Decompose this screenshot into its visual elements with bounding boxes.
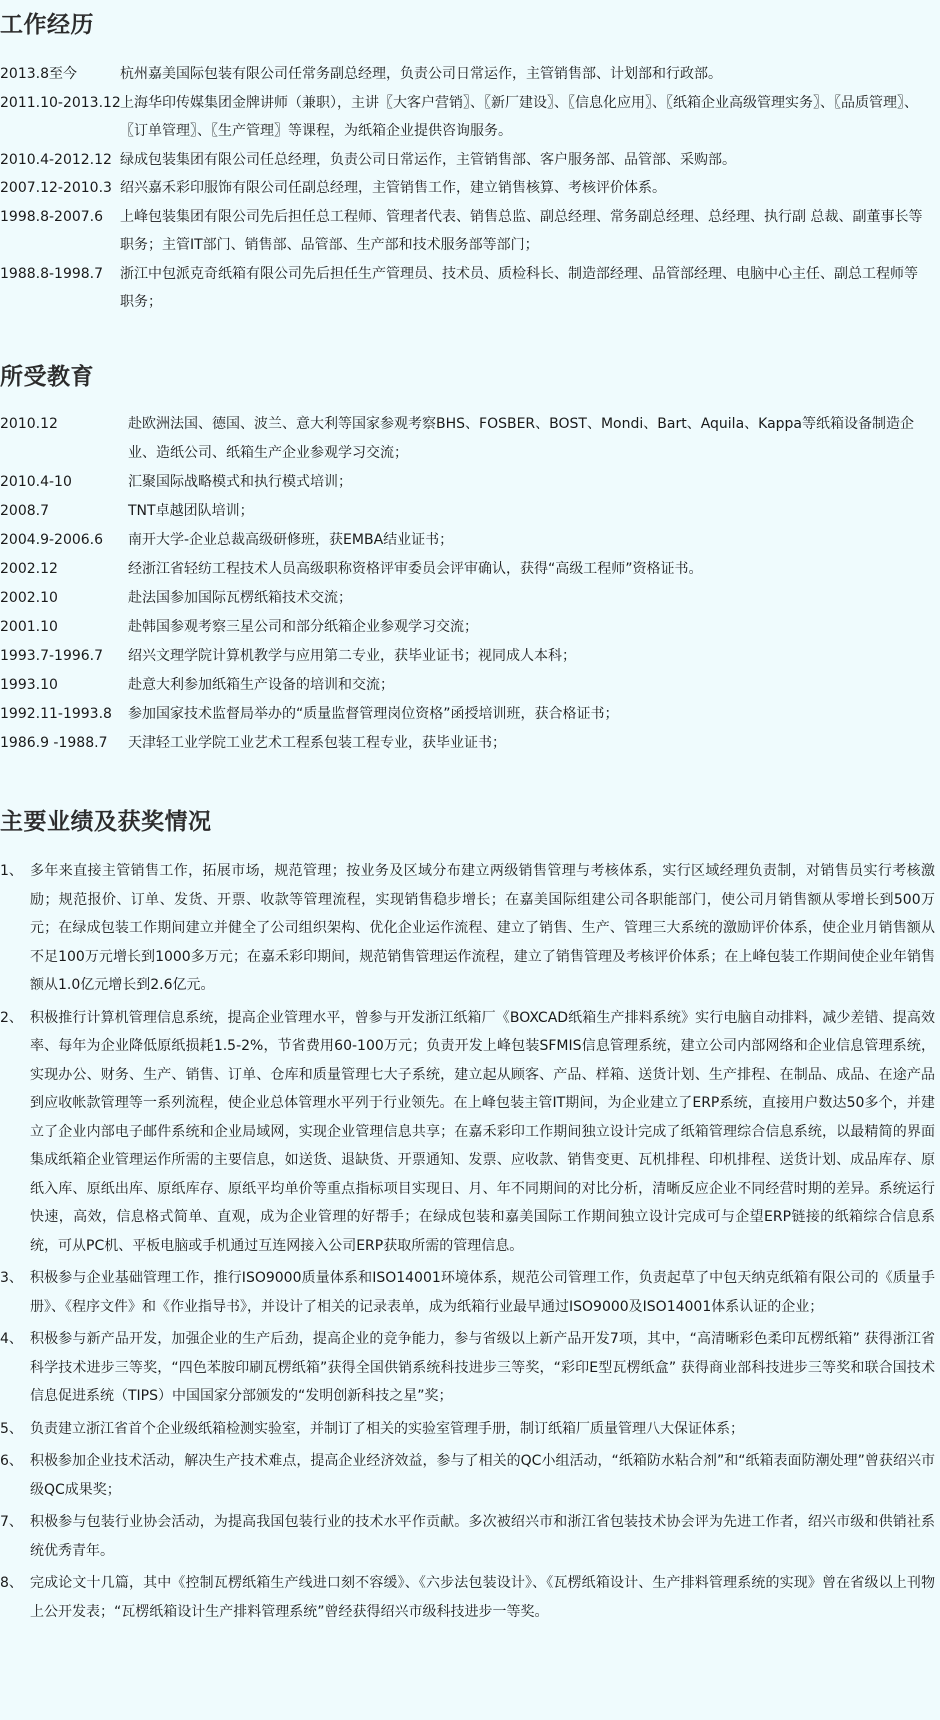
work-description: 上峰包装集团有限公司先后担任总工程师、管理者代表、销售总监、副总经理、常务副总经理、总经理、执行副 总裁、副董事长等职务；主管IT部门、销售部、品管部、生产部和技术服务部等部门； bbox=[120, 208, 923, 253]
work-description: 上海华印传媒集团金牌讲师（兼职），主讲〖大客户营销〗、〖新厂建设〗、〖信息化应用〗、〖纸箱企业高级管理实务〗、〖品质管理〗、〖订单管理〗、〖生产管理〗等课程，为纸箱企业提供咨询服务。 bbox=[120, 94, 918, 139]
education-date: 2001.10 bbox=[0, 619, 58, 635]
achievement-item bbox=[0, 1325, 935, 1411]
education-date: 2004.9-2006.6 bbox=[0, 532, 104, 548]
achievement-item bbox=[0, 857, 935, 1000]
work-history-title: 工作经历 bbox=[0, 12, 94, 38]
achievement-item bbox=[0, 1264, 935, 1321]
achievement-text: 积极参与新产品开发，加强企业的生产后劲，提高企业的竞争能力，参与省级以上新产品开发7项，其中，“高清晰彩色柔印瓦楞纸箱” 获得浙江省科学技术进步三等奖，“四色苯胺印刷瓦楞纸箱”获得全国供销系统科技进步三等奖，“彩印E型瓦楞纸盒” 获得商业部科技进步三等奖和联合国技术信息促进系统（TIPS）中国国家分部颁发的“发明创新科技之星”奖； bbox=[30, 1331, 935, 1404]
achievement-item bbox=[0, 1569, 935, 1626]
education-list bbox=[0, 410, 930, 758]
work-description: 绿成包装集团有限公司任总经理，负责公司日常运作，主管销售部、客户服务部、品管部、采购部。 bbox=[120, 151, 736, 168]
achievement-number: 8、 bbox=[0, 1575, 23, 1591]
work-description: 绍兴嘉禾彩印服饰有限公司任副总经理，主管销售工作，建立销售核算、考核评价体系。 bbox=[120, 180, 666, 196]
work-description: 杭州嘉美国际包装有限公司任常务副总经理，负责公司日常运作，主管销售部、计划部和行政部。 bbox=[120, 66, 722, 82]
education-description: 绍兴文理学院计算机教学与应用第二专业，获毕业证书；视同成人本科； bbox=[128, 648, 576, 664]
achievement-number: 4、 bbox=[0, 1331, 23, 1347]
education-description: 赴意大利参加纸箱生产设备的培训和交流； bbox=[128, 677, 394, 693]
work-entry bbox=[0, 60, 930, 89]
education-description: 经浙江省轻纺工程技术人员高级职称资格评审委员会评审确认，获得“高级工程师”资格证书。 bbox=[128, 561, 703, 577]
education-date: 2010.4-10 bbox=[0, 474, 72, 490]
education-entry bbox=[0, 555, 930, 584]
education-date: 2002.10 bbox=[0, 590, 58, 606]
work-entry bbox=[0, 203, 930, 260]
education-entry bbox=[0, 671, 930, 700]
education-description: TNT卓越团队培训； bbox=[128, 503, 254, 519]
achievement-text: 积极参与包装行业协会活动，为提高我国包装行业的技术水平作贡献。多次被绍兴市和浙江省包装技术协会评为先进工作者，绍兴市级和供销社系统优秀青年。 bbox=[30, 1514, 935, 1559]
education-entry bbox=[0, 497, 930, 526]
education-entry bbox=[0, 410, 930, 468]
achievement-item bbox=[0, 1447, 935, 1504]
education-date: 1993.7-1996.7 bbox=[0, 648, 104, 664]
education-date: 1993.10 bbox=[0, 677, 58, 693]
education-entry bbox=[0, 613, 930, 642]
education-description: 赴韩国参观考察三星公司和部分纸箱企业参观学习交流； bbox=[128, 619, 478, 635]
achievement-text: 积极推行计算机管理信息系统，提高企业管理水平，曾参与开发浙江纸箱厂《BOXCAD纸箱生产排料系统》实行电脑自动排料，减少差错、提高效率、每年为企业降低原纸损耗1.5-2%，节省费用60-100万元；负责开发上峰包装SFMIS信息管理系统，建立公司内部网络和企业信息管理系统，实现办公、财务、生产、销售、订单、仓库和质量管理七大子系统，建立起从顾客、产品、样箱、送货计划、生产排程、在制品、成品、在途产品到应收帐款管理等一系列流程，使企业总体管理水平列于行业领先。在上峰包装主管IT期间，为企业建立了ERP系统，直接用户数达50多个，并建立了企业内部电子邮件系统和企业局域网，实现企业管理信息共享；在嘉禾彩印工作期间独立设计完成了纸箱管理综合信息系统，以最精简的界面集成纸箱企业管理运作所需的主要信息，如送货、退缺货、开票通知、发票、应收款、销售变更、瓦机排程、印机排程、送货计划、成品库存、原纸入库、原纸出库、原纸库存、原纸平均单价等重点指标项目实现日、月、年不同期间的对比分析，清晰反应企业不同经营时期的差异。系统运行快速，高效，信息格式简单、直观，成为企业管理的好帮手；在绿成包装和嘉美国际工作期间独立设计完成可与企望ERP链接的纸箱综合信息系统，可从PC机、平板电脑或手机通过互连网接入公司ERP获取所需的管理信息。 bbox=[30, 1009, 935, 1254]
achievement-number: 3、 bbox=[0, 1270, 23, 1286]
work-date: 2007.12-2010.3 bbox=[0, 180, 112, 196]
work-date: 2013.8至今 bbox=[0, 66, 77, 82]
achievement-number: 5、 bbox=[0, 1420, 23, 1437]
achievement-text: 积极参加企业技术活动，解决生产技术难点，提高企业经济效益，参与了相关的QC小组活动，“纸箱防水粘合剂”和“纸箱表面防潮处理”曾获绍兴市级QC成果奖； bbox=[30, 1453, 935, 1498]
work-entry bbox=[0, 260, 930, 317]
education-description: 赴法国参加国际瓦楞纸箱技术交流； bbox=[128, 590, 352, 606]
education-description: 天津轻工业学院工业艺术工程系包装工程专业，获毕业证书； bbox=[128, 735, 506, 751]
achievement-number: 6、 bbox=[0, 1453, 23, 1469]
achievement-number: 7、 bbox=[0, 1514, 23, 1530]
education-date: 1986.9 -1988.7 bbox=[0, 735, 108, 751]
work-date: 2011.10-2013.12 bbox=[0, 94, 121, 111]
education-entry bbox=[0, 729, 930, 758]
work-date: 1998.8-2007.6 bbox=[0, 208, 104, 225]
education-date: 2008.7 bbox=[0, 503, 49, 519]
achievement-item bbox=[0, 1508, 935, 1565]
education-entry bbox=[0, 526, 930, 555]
work-history-list bbox=[0, 60, 930, 317]
education-entry bbox=[0, 700, 930, 729]
education-date: 1992.11-1993.8 bbox=[0, 706, 112, 722]
work-description: 浙江中包派克奇纸箱有限公司先后担任生产管理员、技术员、质检科长、制造部经理、品管部经理、电脑中心主任、副总工程师等职务； bbox=[120, 265, 918, 310]
achievement-item bbox=[0, 1004, 935, 1261]
achievements-title: 主要业绩及获奖情况 bbox=[0, 809, 212, 835]
education-title: 所受教育 bbox=[0, 364, 94, 390]
achievement-number: 2、 bbox=[0, 1009, 23, 1026]
education-description: 参加国家技术监督局举办的“质量监督管理岗位资格”函授培训班，获合格证书； bbox=[128, 706, 619, 722]
education-date: 2010.12 bbox=[0, 416, 58, 432]
education-description: 汇聚国际战略模式和执行模式培训； bbox=[128, 474, 352, 490]
work-entry bbox=[0, 89, 930, 146]
achievement-text: 多年来直接主管销售工作，拓展市场，规范管理；按业务及区域分布建立两级销售管理与考核体系，实行区域经理负责制，对销售员实行考核激励；规范报价、订单、发货、开票、收款等管理流程，实现销售稳步增长；在嘉美国际组建公司各职能部门，使公司月销售额从零增长到500万元；在绿成包装工作期间建立并健全了公司组织架构、优化企业运作流程、建立了销售、生产、管理三大系统的激励评价体系，使企业月销售额从不足100万元增长到1000多万元；在嘉禾彩印期间，规范销售管理运作流程，建立了销售管理及考核评价体系；在上峰包装工作期间使企业年销售额从1.0亿元增长到2.6亿元。 bbox=[30, 863, 935, 993]
education-description: 赴欧洲法国、德国、波兰、意大利等国家参观考察BHS、FOSBER、BOST、Mondi、Bart、Aquila、Kappa等纸箱设备制造企业、造纸公司、纸箱生产企业参观学习交流； bbox=[128, 416, 915, 461]
achievement-text: 完成论文十几篇，其中《控制瓦楞纸箱生产线进口刻不容缓》、《六步法包装设计》、《瓦楞纸箱设计、生产排料管理系统的实现》曾在省级以上刊物上公开发表；“瓦楞纸箱设计生产排料管理系统”曾经获得绍兴市级科技进步一等奖。 bbox=[30, 1575, 935, 1620]
achievement-text: 负责建立浙江省首个企业级纸箱检测实验室，并制订了相关的实验室管理手册，制订纸箱厂质量管理八大保证体系； bbox=[30, 1420, 744, 1437]
education-entry bbox=[0, 642, 930, 671]
work-date: 2010.4-2012.12 bbox=[0, 151, 112, 168]
achievement-item bbox=[0, 1415, 935, 1444]
education-date: 2002.12 bbox=[0, 561, 58, 577]
achievement-number: 1、 bbox=[0, 863, 23, 879]
work-entry bbox=[0, 146, 930, 175]
education-entry bbox=[0, 468, 930, 497]
achievements-list bbox=[0, 857, 935, 1630]
work-entry bbox=[0, 174, 930, 203]
work-date: 1988.8-1998.7 bbox=[0, 265, 104, 282]
education-entry bbox=[0, 584, 930, 613]
achievement-text: 积极参与企业基础管理工作，推行ISO9000质量体系和ISO14001环境体系，规范公司管理工作，负责起草了中包天纳克纸箱有限公司的《质量手册》、《程序文件》和《作业指导书》，并设计了相关的记录表单，成为纸箱行业最早通过ISO9000及ISO14001体系认证的企业； bbox=[30, 1270, 935, 1315]
education-description: 南开大学-企业总裁高级研修班，获EMBA结业证书； bbox=[128, 532, 454, 548]
